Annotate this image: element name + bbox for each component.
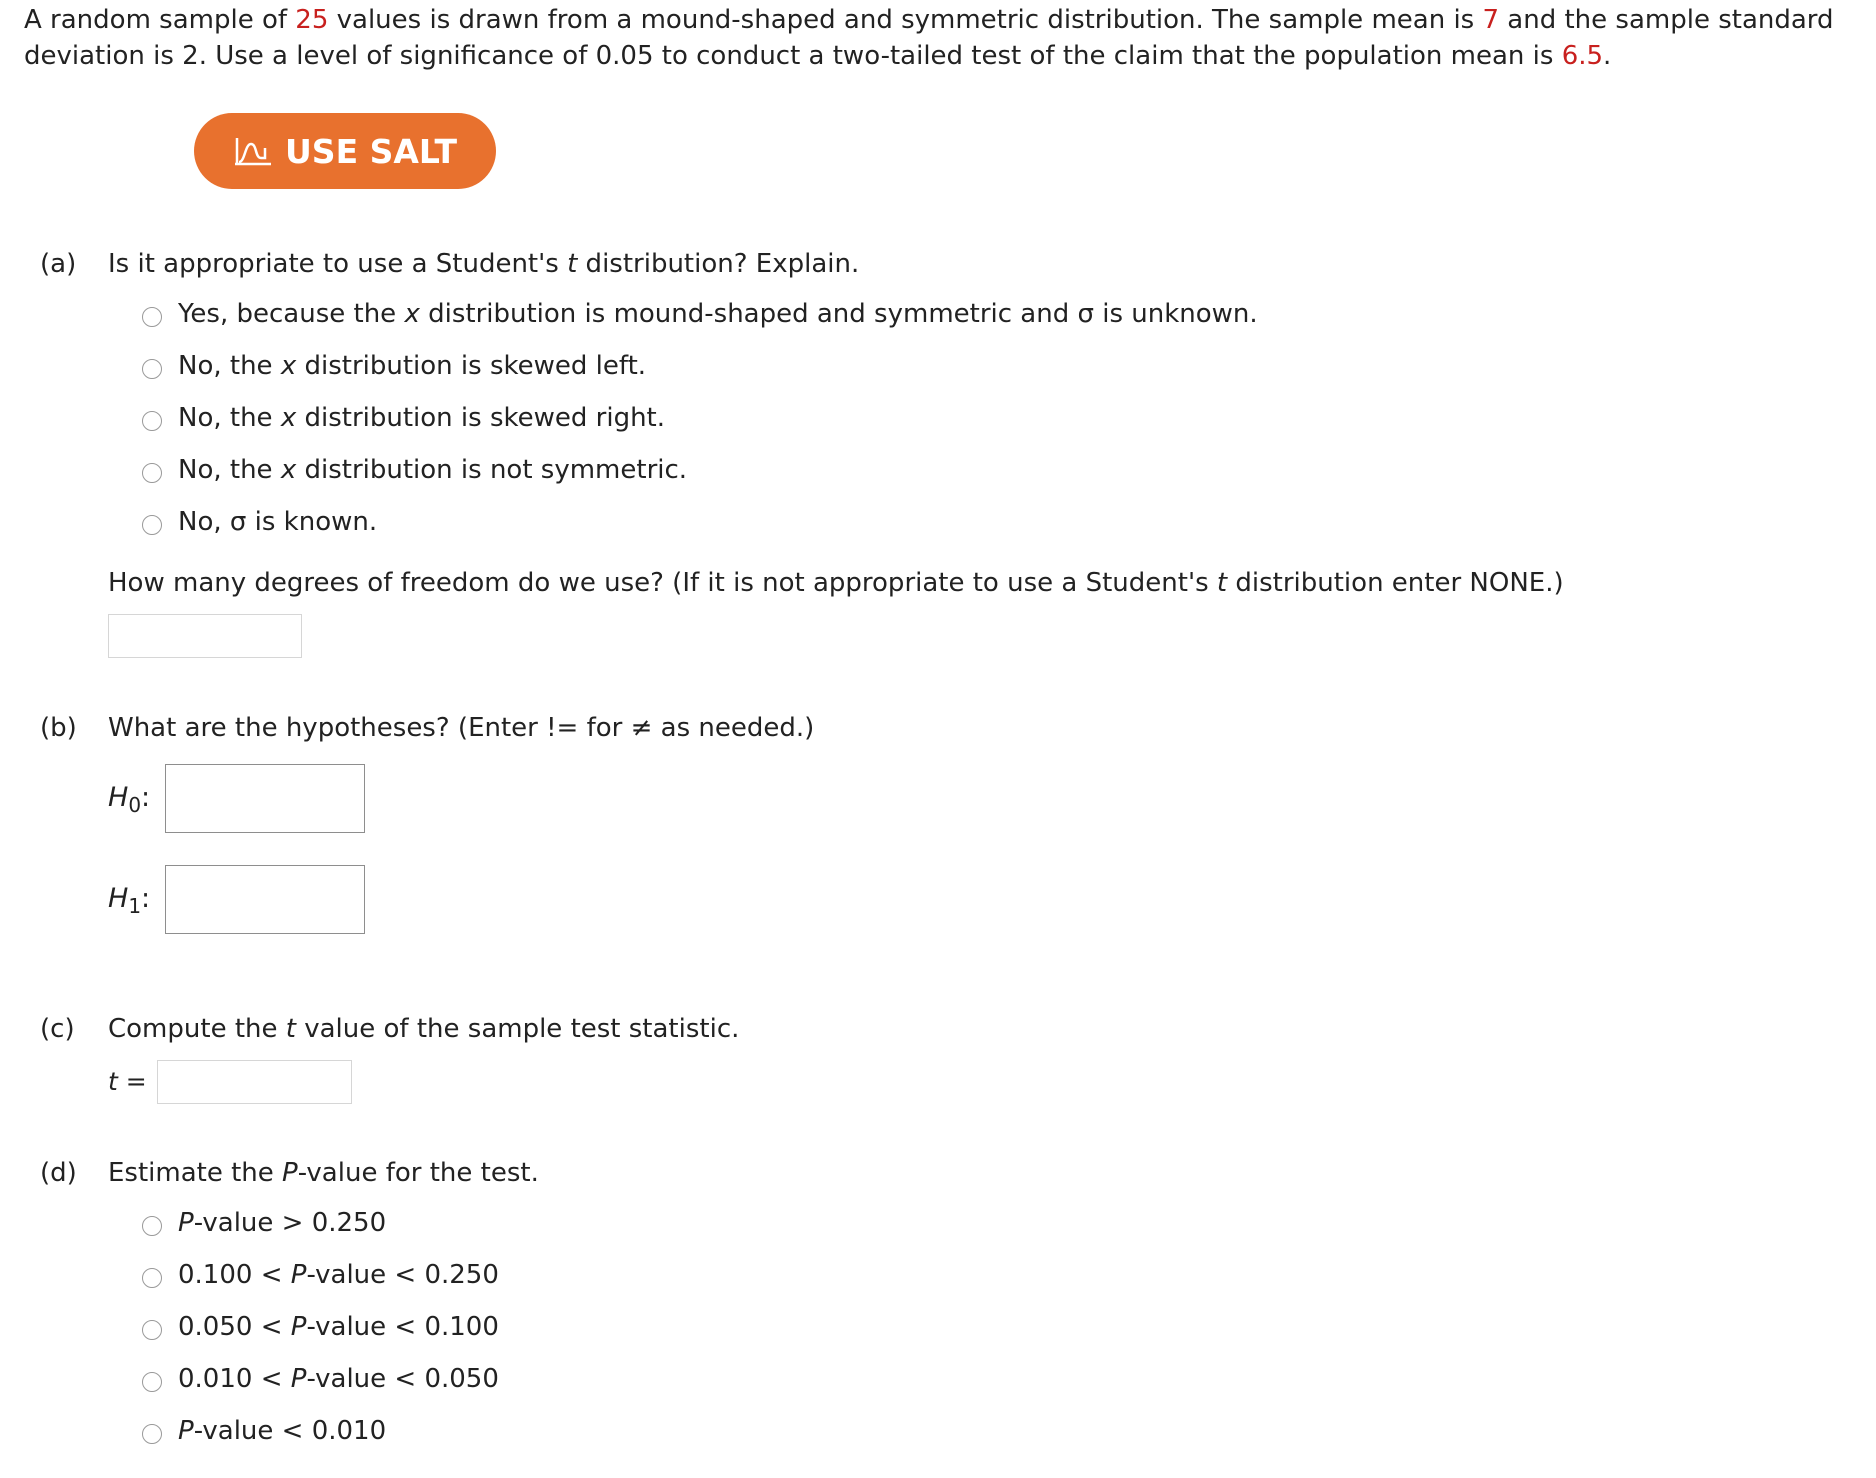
colon: :: [141, 782, 151, 813]
question-text: value of the sample test statistic.: [295, 1014, 740, 1044]
option-text: Yes, because the: [178, 299, 405, 329]
sample-mean-value: 7: [1482, 5, 1500, 35]
option-label: [178, 1309, 499, 1345]
t-value-input[interactable]: [157, 1060, 352, 1104]
t-variable: t: [567, 249, 578, 279]
h1-letter: H: [108, 883, 129, 914]
part-d-option-5[interactable]: [142, 1413, 386, 1449]
option-text: distribution is skewed right.: [296, 403, 666, 433]
intro-text: and the sample standard: [1499, 5, 1834, 35]
t-variable: t: [108, 1067, 118, 1096]
h0-subscript: 0: [128, 793, 142, 817]
p-variable: P: [178, 1208, 194, 1238]
p-variable: P: [282, 1158, 298, 1188]
option-label: [178, 400, 665, 436]
question-text: -value for the test.: [297, 1158, 539, 1188]
h1-label: [108, 883, 150, 918]
use-salt-label: USE SALT: [285, 131, 457, 171]
sample-size-value: 25: [295, 5, 329, 35]
part-d-label: (d): [40, 1158, 77, 1188]
question-text: Estimate the: [108, 1158, 283, 1188]
radio-button[interactable]: [142, 1320, 162, 1340]
radio-button[interactable]: [142, 515, 162, 535]
intro-text: A random sample of: [24, 5, 296, 35]
radio-button[interactable]: [142, 1216, 162, 1236]
part-a-option-2[interactable]: [142, 348, 646, 384]
option-text: -value > 0.250: [193, 1208, 387, 1238]
part-d-option-3[interactable]: [142, 1309, 499, 1345]
option-text: distribution is not symmetric.: [296, 455, 688, 485]
null-hypothesis-input[interactable]: [165, 764, 365, 833]
option-variable: x: [280, 351, 297, 381]
radio-button[interactable]: [142, 411, 162, 431]
option-label: [178, 452, 687, 488]
radio-button[interactable]: [142, 1372, 162, 1392]
radio-button[interactable]: [142, 1424, 162, 1444]
p-variable: P: [290, 1364, 307, 1394]
degrees-of-freedom-input[interactable]: [108, 614, 302, 658]
part-b-question: What are the hypotheses? (Enter != for ≠ as needed.): [108, 713, 815, 743]
radio-button[interactable]: [142, 1268, 162, 1288]
alternative-hypothesis-input[interactable]: [165, 865, 365, 934]
question-text: Is it appropriate to use a Student's: [108, 249, 568, 279]
option-text: 0.100 <: [178, 1260, 291, 1290]
claimed-mean-value: 6.5: [1561, 41, 1604, 71]
option-text: -value < 0.050: [306, 1364, 499, 1394]
t-variable: t: [285, 1014, 296, 1044]
question-text: Compute the: [108, 1014, 286, 1044]
radio-button[interactable]: [142, 463, 162, 483]
use-salt-button[interactable]: [194, 113, 496, 189]
part-a-question: [108, 246, 859, 282]
part-a-option-5[interactable]: [142, 504, 377, 540]
option-label: [178, 1205, 386, 1241]
part-c-question: [108, 1011, 739, 1047]
part-d-option-1[interactable]: [142, 1205, 386, 1241]
intro-text: values is drawn from a mound-shaped and symmetric distribution. The sample mean is: [328, 5, 1483, 35]
colon: :: [141, 883, 151, 914]
h1-subscript: 1: [128, 894, 142, 918]
question-text: distribution enter NONE.): [1227, 568, 1564, 598]
p-variable: P: [178, 1416, 194, 1446]
option-text: 0.050 <: [178, 1312, 291, 1342]
t-equals-label: [108, 1064, 147, 1100]
option-label: [178, 1413, 386, 1449]
p-variable: P: [290, 1312, 307, 1342]
option-variable: x: [404, 299, 420, 329]
option-text: No, σ is known.: [178, 507, 378, 537]
part-d-option-2[interactable]: [142, 1257, 499, 1293]
question-text: distribution? Explain.: [577, 249, 860, 279]
part-a-option-3[interactable]: [142, 400, 665, 436]
radio-button[interactable]: [142, 307, 162, 327]
option-text: No, the: [178, 455, 281, 485]
option-text: distribution is skewed left.: [296, 351, 647, 381]
option-label: [178, 1257, 499, 1293]
option-variable: x: [280, 455, 297, 485]
option-label: [178, 296, 1258, 332]
part-d-option-4[interactable]: [142, 1361, 499, 1397]
salt-chart-icon: [233, 136, 273, 166]
option-variable: x: [280, 403, 297, 433]
option-text: -value < 0.100: [306, 1312, 499, 1342]
df-question: [108, 565, 1564, 601]
option-text: -value < 0.250: [306, 1260, 499, 1290]
radio-button[interactable]: [142, 359, 162, 379]
option-label: [178, 1361, 499, 1397]
problem-statement-line-1: [24, 2, 1834, 38]
p-variable: P: [290, 1260, 307, 1290]
question-text: How many degrees of freedom do we use? (If it is not appropriate to use a Student's: [108, 568, 1217, 598]
option-text: No, the: [178, 351, 281, 381]
t-variable: t: [1216, 568, 1228, 598]
option-text: No, the: [178, 403, 281, 433]
h0-label: [108, 782, 150, 817]
problem-statement-line-2: [24, 38, 1611, 74]
option-text: 0.010 <: [178, 1364, 291, 1394]
option-label: [178, 348, 646, 384]
intro-text: .: [1603, 41, 1612, 71]
part-a-option-4[interactable]: [142, 452, 687, 488]
part-d-question: [108, 1155, 539, 1191]
part-b-label: (b): [40, 713, 77, 743]
option-text: -value < 0.010: [193, 1416, 387, 1446]
option-text: distribution is mound-shaped and symmetric and σ is unknown.: [419, 299, 1258, 329]
h0-letter: H: [108, 782, 129, 813]
part-c-label: (c): [40, 1014, 75, 1044]
intro-text: deviation is 2. Use a level of significance of 0.05 to conduct a two-tailed test of the claim that the population mean is: [24, 41, 1562, 71]
part-a-label: (a): [40, 249, 77, 279]
equals-sign: =: [125, 1067, 147, 1096]
part-a-option-1[interactable]: [142, 296, 1258, 332]
option-label: [178, 504, 377, 540]
